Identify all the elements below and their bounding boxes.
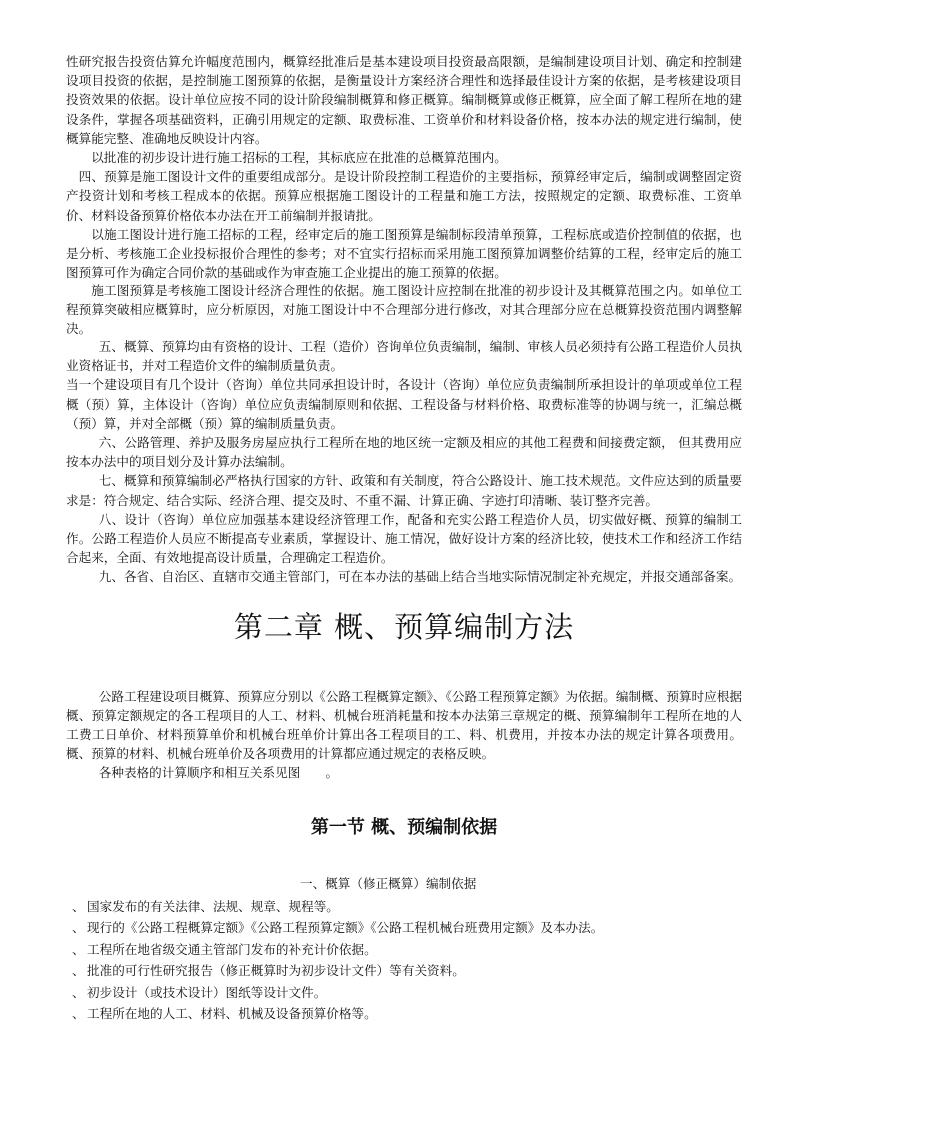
list-item-text: 批准的可行性研究报告（修正概算时为初步设计文件）等有关资料。 xyxy=(87,963,465,979)
list-bullet: 、 xyxy=(72,1006,85,1022)
list-item xyxy=(72,939,742,961)
list-item-text: 国家发布的有关法律、法规、规章、规程等。 xyxy=(87,898,339,914)
chapter-intro xyxy=(66,687,742,783)
chapter-title: 第二章 概、预算编制方法 xyxy=(233,609,575,644)
top-paragraphs xyxy=(66,52,742,587)
list-item xyxy=(72,960,742,982)
paragraph: 七、概算和预算编制必严格执行国家的方针、政策和有关制度，符合公路设计、施工技术规范。文件应达到的质量要求是：符合规定、结合实际、经济合理、提交及时、不重不漏、计算正确、字迹打印清晰、装订整齐完善。 xyxy=(66,473,742,508)
paragraph: 八、设计（咨询）单位应加强基本建设经济管理工作，配备和充实公路工程造价人员，切实做好概、预算的编制工作。公路工程造价人员应不断提高专业素质，掌握设计、施工情况，做好设计方案的经济比较，使技术工作和经济工作结合起来，全面、有效地提高设计质量，合理确定工程造价。 xyxy=(66,511,742,566)
paragraph: 九、各省、自治区、直辖市交通主管部门，可在本办法的基础上结合当地实际情况制定补充规定，并报交通部备案。 xyxy=(98,569,742,585)
paragraph: 各种表格的计算顺序和相互关系见图 。 xyxy=(98,765,339,781)
paragraph: 以施工图设计进行施工招标的工程，经审定后的施工图预算是编制标段清单预算，工程标底或造价控制值的依据，也是分析、考核施工企业投标报价合理性的参考；对不宜实行招标而采用施工图预算加调整价结算的工程，经审定后的施工图预算可作为确定合同价款的基础或作为审查施工企业提出的施工预算的依据。 xyxy=(66,226,742,281)
paragraph: 六、公路管理、养护及服务房屋应执行工程所在地的地区统一定额及相应的其他工程费和间接费定额， 但其费用应按本办法中的项目划分及计算办法编制。 xyxy=(66,435,742,470)
list-item xyxy=(72,1003,742,1025)
basis-list xyxy=(66,896,742,1025)
list-bullet: 、 xyxy=(72,941,85,957)
list-bullet: 、 xyxy=(72,920,85,936)
list-item-text: 工程所在地的人工、材料、机械及设备预算价格等。 xyxy=(87,1006,377,1022)
list-item xyxy=(72,917,742,939)
document-page xyxy=(66,52,742,1025)
paragraph: 当一个建设项目有几个设计（咨询）单位共同承担设计时，各设计（咨询）单位应负责编制所承担设计的单项或单位工程概（预）算，主体设计（咨询）单位应负责编制原则和依据、工程设备与材料价格、取费标准等的协调与统一，汇编总概（预）算，并对全部概（预）算的编制质量负责。 xyxy=(66,377,742,431)
list-item-text: 工程所在地省级交通主管部门发布的补充计价依据。 xyxy=(87,941,377,957)
list-bullet: 、 xyxy=(72,984,85,1000)
list-item xyxy=(72,982,742,1004)
list-bullet: 、 xyxy=(72,898,85,914)
list-item xyxy=(72,896,742,918)
paragraph: 施工图预算是考核施工图设计经济合理性的依据。施工图设计应控制在批准的初步设计及其概算范围之内。如单位工程预算突破相应概算时，应分析原因，对施工图设计中不合理部分进行修改，对其合理部分应在总概算投资范围内调整解决。 xyxy=(66,283,742,336)
paragraph: 公路工程建设项目概算、预算应分别以《公路工程概算定额》、《公路工程预算定额》为依据。编制概、预算时应根据概、预算定额规定的各工程项目的人工、材料、机械台班消耗量和按本办法第三章规定的概、预算编制年工程所在地的人工费工日单价、材料预算单价和机械台班单价计算出各工程项目的工、料、机费用，并按本办法的规定计算各项费用。概、预算的材料、机械台班单价及各项费用的计算都应通过规定的表格反映。 xyxy=(66,688,742,762)
list-bullet: 、 xyxy=(72,963,85,979)
list-item-text: 初步设计（或技术设计）图纸等设计文件。 xyxy=(87,984,327,1000)
paragraph: 五、概算、预算均由有资格的设计、工程（造价）咨询单位负责编制，编制、审核人员必须持有公路工程造价人员执业资格证书，并对工程造价文件的编制质量负责。 xyxy=(66,339,742,373)
paragraph: 四、预算是施工图设计文件的重要组成部分。是设计阶段控制工程造价的主要指标，预算经审定后，编制或调整固定资产投资计划和考核工程成本的依据。预算应根据施工图设计的工程量和施工方法，按照规定的定额、取费标准、工资单价、材料设备预算价格依本办法在开工前编制并报请批。 xyxy=(66,169,742,223)
paragraph: 以批准的初步设计进行施工招标的工程，其标底应在批准的总概算范围内。 xyxy=(91,150,507,166)
subheading: 一、概算（修正概算）编制依据 xyxy=(300,875,477,891)
section-title: 第一节 概、预编制依据 xyxy=(310,816,498,838)
paragraph: 性研究报告投资估算允许幅度范围内，概算经批准后是基本建设项目投资最高限额，是编制建设项目计划、确定和控制建设项目投资的依据，是控制施工图预算的依据，是衡量设计方案经济合理性和选择最佳设计方案的依据，是考核建设项目投资效果的依据。设计单位应按不同的设计阶段编制概算和修正概算。编制概算或修正概算，应全面了解工程所在地的建设条件，掌握各项基础资料，正确引用规定的定额、取费标准、工资单价和材料设备价格，按本办法的规定进行编制，使概算能完整、准确地反映设计内容。 xyxy=(66,54,742,146)
list-item-text: 现行的《公路工程概算定额》《公路工程预算定额》《公路工程机械台班费用定额》及本办法。 xyxy=(87,920,604,936)
